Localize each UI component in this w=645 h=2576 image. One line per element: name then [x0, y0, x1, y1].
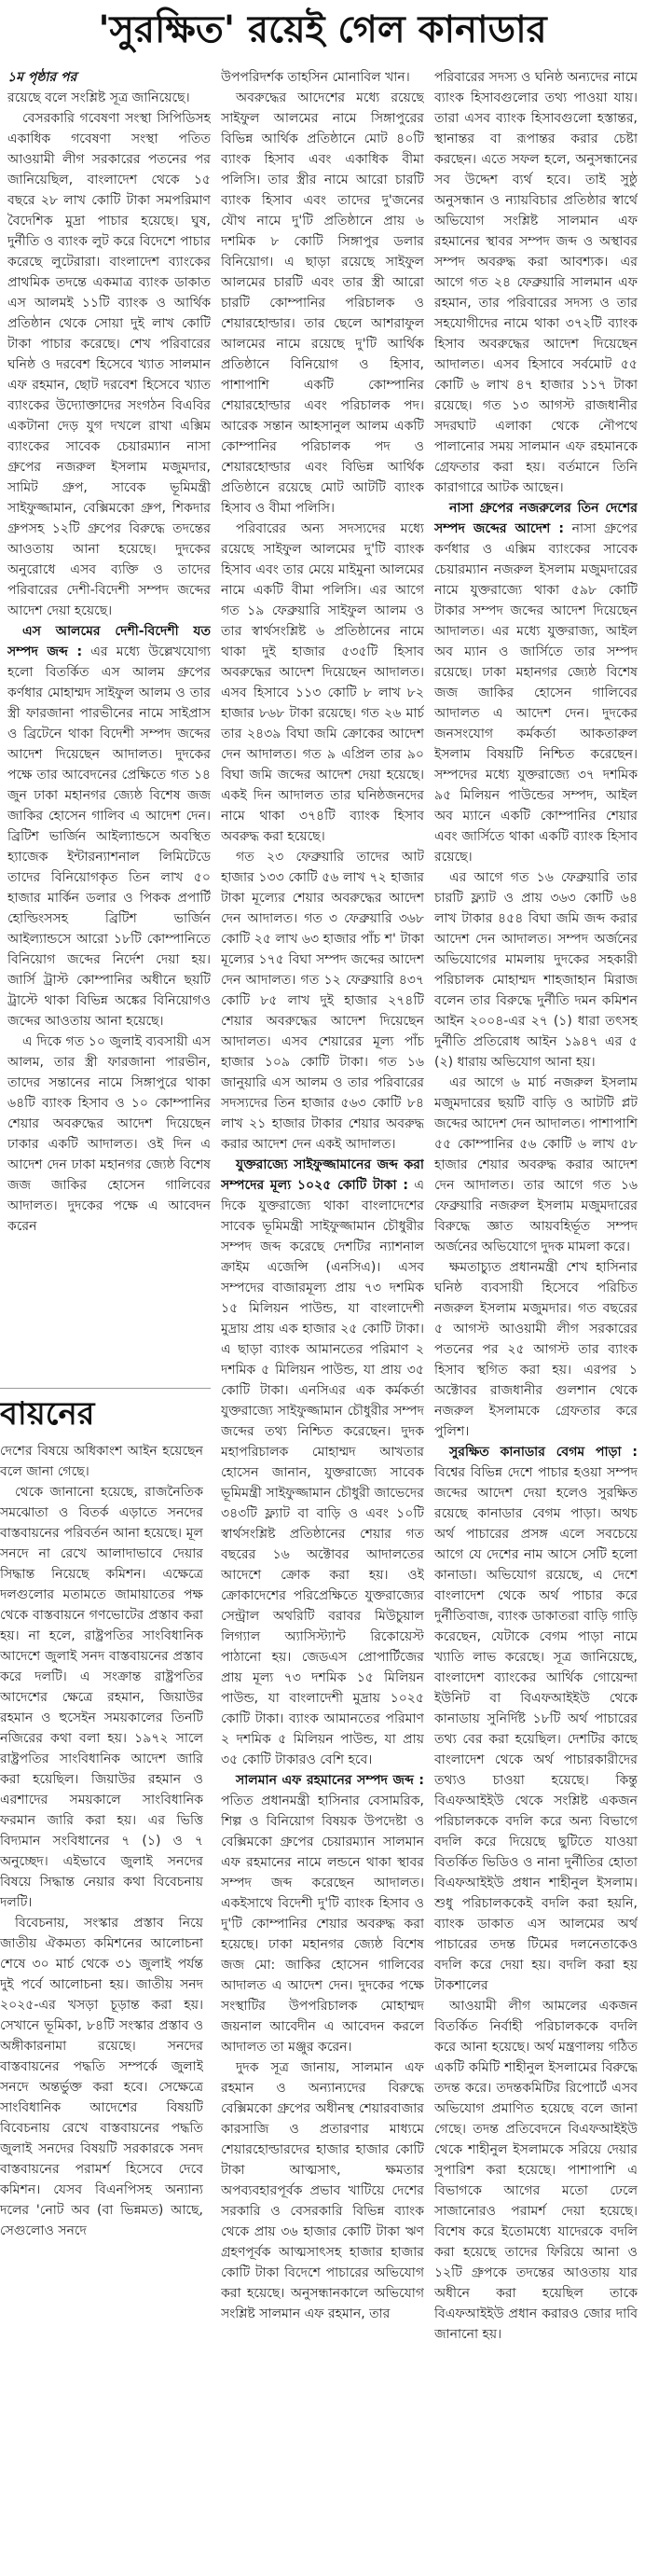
paragraph [434, 867, 638, 1073]
subheading: যুক্তরাজ্যে সাইফুজ্জামানের জব্দ করা সম্পদের মূল্য ১০২৫ কোটি টাকা : [221, 1157, 424, 1193]
paragraph-text: পরিবারের অন্য সদস্যদের মধ্যে রয়েছে সাইফুল আলমের দু'টি ব্যাংক হিসাব এবং তার মেয়ে মাইমুনা আলমের নামে একটি বীমা পলিসি। এর আগে গত ১৯ ফেব্রুয়ারি সাইফুল আলম ও তার স্বার্থসংশ্লিষ্ট ৬ প্রতিষ্ঠানের নামে থাকা দুই হাজার ৫৩৫টি হিসাব অবরুদ্ধের আদেশ দিয়েছেন আদালত। এসব হিসাবে ১১৩ কোটি ৮ লাখ ৮২ হাজার ৮৬৮ টাকা রয়েছে। গত ২৬ মার্চ তার ২৪৩৯ বিঘা জমি ক্রোকের আদেশ দেন আদালত। গত ৯ এপ্রিল তার ৯০ বিঘা জমি জব্দের আদেশ দেয়া হয়েছে। একই দিন আদালত তার ঘনিষ্ঠজনদের নামে থাকা ৩৭৪টি ব্যাংক হিসাব অবরুদ্ধ করা হয়েছে। [221, 521, 424, 844]
paragraph-text: রয়েছে বলে সংশ্লিষ্ট সূত্র জানিয়েছে। [7, 90, 190, 105]
paragraph [434, 1257, 638, 1442]
article-headline: 'সুরক্ষিত' রয়েই গেল কানাডার [98, 8, 547, 51]
column-3 [434, 67, 638, 2567]
paragraph-text: এ দিকে গত ১০ জুলাই ব্যবসায়ী এস আলম, তার স্ত্রী ফারজানা পারভীন, তাদের সন্তানের নামে সিঙ্গাপুরে থাকা ৬৪টি ব্যাংক হিসাব ও ১০ কোম্পানির শেয়ার অবরুদ্ধের আদেশ দিয়েছেন ঢাকার একটি আদালত। ওই দিন এ আদেশ দেন ঢাকা মহানগর জ্যেষ্ঠ বিশেষ জজ জাকির হোসেন গালিবের আদালত। দুদকের পক্ষে এ আবেদন করেন [7, 1034, 211, 1234]
paragraph: দেশের বিষয়ে অধিকাংশ আইন হয়েছেন বলে জানা গেছে। [0, 1444, 203, 1479]
section-divider [0, 1388, 211, 1389]
paragraph-text: বেসরকারি গবেষণা সংস্থা সিপিডিসহ একাধিক গবেষণা সংস্থা পতিত আওয়ামী লীগ সরকারের পতনের পর জানিয়েছিল, বাংলাদেশ থেকে ১৫ বছরে ২৮ লাখ কোটি টাকা সমপরিমাণ বৈদেশিক মুদ্রা পাচার হয়েছে। ঘুষ, দুর্নীতি ও ব্যাংক লুট করে বিদেশে পাচার করেছে লুটেরারা। বাংলাদেশ ব্যাংকের প্রাথমিক তদন্তে একমাত্র ব্যাংক ডাকাত এস আলমই ১১টি ব্যাংক ও আর্থিক প্রতিষ্ঠান থেকে সোয়া দুই লাখ কোটি টাকা পাচার করেছে। শেখ পরিবারের ঘনিষ্ঠ ও দরবেশ হিসেবে খ্যাত সালমান এফ রহমান, ছোট দরবেশ হিসেবে খ্যাত ব্যাংকের উদ্যোক্তাদের সংগঠন বিএবির একটানা দেড় যুগ দখলে রাখা এক্সিম ব্যাংকের সাবেক চেয়ারম্যান নাসা গ্রুপের নজরুল ইসলাম মজুমদার, সামিট গ্রুপ, সাবেক ভূমিমন্ত্রী সাইফুজ্জামান, বেক্সিমকো গ্রুপ, শিকদার গ্রুপসহ ১২টি গ্রুপের বিরুদ্ধে তদন্তের আওতায় আনা হয়েছে। দুদকের অনুরোধে এসব ব্যক্তি ও তাদের পরিবারের দেশী-বিদেশী সম্পদ জব্দের আদেশ দেয়া হয়েছে। [7, 111, 211, 618]
subheading-paragraph [221, 1155, 424, 1770]
paragraph [221, 2057, 424, 2324]
subheading-paragraph [221, 1770, 424, 2057]
paragraph [221, 847, 424, 1155]
column-2 [221, 67, 424, 2567]
paragraph: বিবেচনায়, সংস্কার প্রস্তাব নিয়ে জাতীয় ঐকমত্য কমিশনের আলোচনা শেষে ৩০ মার্চ থেকে ৩১ জুলাই পর্যন্ত দুই পর্বে আলোচনা হয়। জাতীয় সনদ ২০২৫-এর খসড়া চূড়ান্ত করা হয়। সেখানে ভূমিকা, ৮৪টি সংস্কার প্রস্তাব ও অঙ্গীকারনামা রয়েছে। সনদের বাস্তবায়নের পদ্ধতি সম্পর্কে জুলাই সনদে অন্তর্ভুক্ত করা হবে। সেক্ষেত্রে সাংবিধানিক আদেশের বিষয়টি বিবেচনায় রেখে বাস্তবায়নের পদ্ধতি জুলাই সনদের বিষয়টি সরকারকে সনদ বাস্তবায়নের পরামর্শ হিসেবে দেবে কমিশন। যেসব বিএনপিসহ অন্যান্য দলের 'নোট অব (বা ভিন্নমত) আছে, সেগুলোও সনদে [0, 1916, 203, 2238]
paragraph: থেকে জানানো হয়েছে, রাজনৈতিক সমঝোতা ও বিতর্ক এড়াতে সনদের বাস্তবায়নের পরিবর্তন আনা হয়েছে। মূল সনদে না রেখে আলাদাভাবে দেয়ার সিদ্ধান্ত নিয়েছে কমিশন। এক্ষেত্রে দলগুলোর মতামতে জামায়াতের পক্ষ থেকে বাস্তবায়নে গণভোটের প্রস্তাব করা হয়। না হলে, রাষ্ট্রপতির সাংবিধানিক আদেশে জুলাই সনদ বাস্তবায়নের প্রস্তাব করে দলটি। এ সংক্রান্ত রাষ্ট্রপতির আদেশের ক্ষেত্রে রহমান, জিয়াউর রহমান ও হুসেইন সময়কালের তিনটি নজিরের কথা বলা হয়। ১৯৭২ সালে রাষ্ট্রপতির সাংবিধানিক আদেশ জারি করা হয়েছিল। জিয়াউর রহমান ও এরশাদের সময়কালে সাংবিধানিক ফরমান জারি করা হয়। এর ভিত্তি বিদ্যমান সংবিধানের ৭ (১) ও ৭ অনুচ্ছেদ। এইভাবে জুলাই সনদের বিষয়ে সিদ্ধান্ত নেয়ার কথা বিবেচনায় দলটি। [0, 1485, 203, 1910]
subheading: এস আলমের দেশী-বিদেশী যত সম্পদ জব্দ : [7, 624, 211, 659]
subheading: সালমান এফ রহমানের সম্পদ জব্দ : [236, 1773, 424, 1788]
paragraph-text: এর মধ্যে উল্লেখযোগ্য হলো বিতর্কিত এস আলম গ্রুপের কর্ণধার মোহাম্মদ সাইফুল আলম ও তার স্ত্রী ফারজানা পারভীনের নামে সাইপ্রাস ও ব্রিটেনে থাকা বিদেশী সম্পদ জব্দের আদেশ দিয়েছেন আদালত। দুদকের পক্ষে তার আবেদনের প্রেক্ষিতে গত ১৪ জুন ঢাকা মহানগর জ্যেষ্ঠ বিশেষ জজ জাকির হোসেন গালিব এ আদেশ দেন। ব্রিটিশ ভার্জিন আইল্যান্ডসে অবস্থিত হ্যাজেক ইন্টারন্যাশনাল লিমিটেডে তাদের বিনিয়োগকৃত তিন লাখ ৫০ হাজার মার্কিন ডলার ও পিকক প্রপার্টি হোল্ডিংসসহ ব্রিটিশ ভার্জিন আইল্যান্ডসে আরো ১৮টি কোম্পানিতে বিনিয়োগ জব্দের নির্দেশ দেয়া হয়। জার্সি ট্রাস্ট কোম্পানির অধীনে ছয়টি ট্রাস্টে থাকা বিভিন্ন অঙ্কের বিনিয়োগও জব্দের আওতায় আনা হয়েছে। [7, 644, 211, 1029]
paragraph-text: গত ২৩ ফেব্রুয়ারি তাদের আট হাজার ১৩৩ কোটি ৫৬ লাখ ৭২ হাজার টাকা মূল্যের শেয়ার অবরুদ্ধের আদেশ দেন আদালত। গত ৩ ফেব্রুয়ারি ৩৬৮ কোটি ২৫ লাখ ৬৩ হাজার পাঁচ শ' টাকা মূল্যের ১৭৫ বিঘা সম্পদ জব্দের আদেশ দেন আদালত। গত ১২ ফেব্রুয়ারি ৪৩৭ কোটি ৮৫ লাখ দুই হাজার ২৭৪টি শেয়ার অবরুদ্ধের আদেশ দিয়েছেন আদালত। এসব শেয়ারের মূল্য পাঁচ হাজার ১০৯ কোটি টাকা। গত ১৬ জানুয়ারি এস আলম ও তার পরিবারের সদস্যদের তিন হাজার ৫৬৩ কোটি ৮৪ লাখ ২১ হাজার টাকার শেয়ার অবরুদ্ধ করার আদেশ দেন একই আদালত। [221, 850, 424, 1152]
paragraph-text: এ দিকে যুক্তরাজ্যে থাকা বাংলাদেশের সাবেক ভূমিমন্ত্রী সাইফুজ্জামান চৌধুরীর সম্পদ জব্দ করেছে দেশটির ন্যাশনাল ক্রাইম এজেন্সি (এনসিএ)। এসব সম্পদের বাজারমূল্য প্রায় ৭৩ দশমিক ১৫ মিলিয়ন পাউন্ড, যা বাংলাদেশী মুদ্রায় প্রায় এক হাজার ২৫ কোটি টাকা। এ ছাড়া ব্যাংক আমানতের পরিমাণ ২ দশমিক ৫ মিলিয়ন পাউন্ড, যা প্রায় ৩৫ কোটি টাকা। এনসিএর এক কর্মকর্তা যুক্তরাজ্যে সাইফুজ্জামান চৌধুরীর সম্পদ জব্দের তথ্য নিশ্চিত করেছেন। দুদক মহাপরিচালক মোহাম্মদ আখতার হোসেন জানান, যুক্তরাজ্যে সাবেক ভূমিমন্ত্রী সাইফুজ্জামান চৌধুরী জাভেদের ৩৪৩টি ফ্ল্যাট বা বাড়ি ও এবং ১০টি স্বার্থসংশ্লিষ্ট প্রতিষ্ঠানের শেয়ার গত বছরের ১৬ অক্টোবর আদালতের আদেশে ক্রোক করা হয়। ওই ক্রোকাদেশের পরিপ্রেক্ষিতে যুক্তরাজ্যের সেন্ট্রাল অথরিটি বরাবর মিউচুয়াল লিগ্যাল অ্যাসিস্ট্যান্ট রিকোয়েস্ট পাঠানো হয়। জেডএস প্রোপার্টিজের প্রায় মূল্য ৭৩ দশমিক ১৫ মিলিয়ন পাউন্ড, যা বাংলাদেশী মুদ্রায় ১০২৫ কোটি টাকা। ব্যাংক আমানতের পরিমাণ ২ দশমিক ৫ মিলিয়ন পাউন্ড, যা প্রায় ৩৫ কোটি টাকারও বেশি হবে। [221, 1178, 424, 1767]
paragraph [221, 67, 424, 88]
column-1 [7, 67, 211, 1373]
paragraph-text: বিশ্বের বিভিন্ন দেশে পাচার হওয়া সম্পদ জব্দের আদেশ দেয়া হলেও সুরক্ষিত রয়েছে কানাডার বেগম পাড়া। অথচ অর্থ পাচারের প্রসঙ্গ এলে সবচেয়ে আগে যে দেশের নাম আসে সেটি হলো কানাডা। অভিযোগ রয়েছে, এ দেশে বাংলাদেশ থেকে অর্থ পাচার করে দুর্নীতিবাজ, ব্যাংক ডাকাতরা বাড়ি গাড়ি করেছেন, যেটাকে বেগম পাড়া নামে খ্যাতি লাভ করেছে। সূত্র জানিয়েছে, বাংলাদেশ ব্যাংকের আর্থিক গোয়েন্দা ইউনিট বা বিএফআইইউ থেকে কানাডায় সুনির্দিষ্ট ১৮টি অর্থ পাচারের তথ্য বের করা হয়েছিল। দেশটির কাছে বাংলাদেশ থেকে অর্থ পাচারকারীদের তথ্যও চাওয়া হয়েছে। কিন্তু বিএফআইইউ থেকে সংশ্লিষ্ট একজন পরিচালককে বদলি করে অন্য বিভাগে বদলি করে দিয়েছে ছুটিতে যাওয়া বিতর্কিত ভিডিও ও নানা দুর্নীতির হোতা বিএফআইইউ প্রধান শাহীনুল ইসলাম। শুধু পরিচালককেই বদলি করা হয়নি, ব্যাংক ডাকাত এস আলমের অর্থ পাচারের তদন্ত টিমের দলনেতাকেও বদলি করে দেয়া হয়। বদলি করা হয় টাকশালের [434, 1465, 638, 1993]
paragraph-text: এর আগে ৬ মার্চ নজরুল ইসলাম মজুমদারের ছয়টি বাড়ি ও আটটি প্লট জব্দের আদেশ দেন আদালত। পাশাপাশি ৫৫ কোম্পানির ৫৬ কোটি ৬ লাখ ৫৮ হাজার শেয়ার অবরুদ্ধ করার আদেশ দেন আদালত। তার আগে গত ১৬ ফেব্রুয়ারি নজরুল ইসলাম মজুমদারের বিরুদ্ধে জ্ঞাত আয়বহির্ভূত সম্পদ অর্জনের অভিযোগে দুদক মামলা করে। [434, 1075, 638, 1254]
paragraph [221, 88, 424, 519]
subheading-paragraph [7, 621, 211, 1032]
paragraph-text: পরিবারের সদস্য ও ঘনিষ্ঠ অন্যদের নামে ব্যাংক হিসাবগুলোর তথ্য পাওয়া যায়। তারা এসব ব্যাংক হিসাবগুলো হস্তান্তর, স্থানান্তর বা রূপান্তর করার চেষ্টা করছেন। এতে সফল হলে, অনুসন্ধানের সব উদ্দেশ ব্যর্থ হবে। তাই সুষ্ঠু অনুসন্ধান ও ন্যায়বিচার প্রতিষ্ঠার স্বার্থে অভিযোগ সংশ্লিষ্ট সালমান এফ রহমানের স্থাবর সম্পদ জব্দ ও অস্থাবর সম্পদ অবরুদ্ধ করা আবশ্যক। এর আগে গত ২৪ ফেব্রুয়ারি সালমান এফ রহমান, তার পরিবারের সদস্য ও তার সহযোগীদের নামে থাকা ৩৭২টি ব্যাংক হিসাব অবরুদ্ধের আদেশ দিয়েছেন আদালত। এসব হিসাবে সর্বমোট ৫৫ কোটি ৬ লাখ ৪৭ হাজার ১১৭ টাকা রয়েছে। গত ১৩ আগস্ট রাজধানীর সদরঘাট এলাকা থেকে নৌপথে পালানোর সময় সালমান এফ রহমানকে গ্রেফতার করা হয়। বর্তমানে তিনি কারাগারে আটক আছেন। [434, 70, 638, 495]
paragraph [434, 1073, 638, 1257]
continued-from-label: ১ম পৃষ্ঠার পর [7, 70, 77, 85]
column-3-body [434, 67, 638, 2345]
paragraph-text: নাসা গ্রুপের কর্ণধার ও এক্সিম ব্যাংকের সাবেক চেয়ারম্যান নজরুল ইসলাম মজুমদারের নামে যুক্তরাজ্যে থাকা ৫৯৮ কোটি টাকার সম্পদ জব্দের আদেশ দিয়েছেন আদালত। এর মধ্যে যুক্তরাজ্য, আইল অব ম্যান ও জার্সিতে তার সম্পদ রয়েছে। ঢাকা মহানগর জ্যেষ্ঠ বিশেষ জজ জাকির হোসেন গালিবের আদালত এ আদেশ দেন। দুদকের জনসংযোগ কর্মকর্তা আকতারুল ইসলাম বিষয়টি নিশ্চিত করেছেন। সম্পদের মধ্যে যুক্তরাজ্যে ৩৭ দশমিক ৯৫ মিলিয়ন পাউন্ডের সম্পদ, আইল অব ম্যানে একটি কোম্পানির শেয়ার এবং জার্সিতে থাকা একটি ব্যাংক হিসাব রয়েছে। [434, 521, 638, 865]
paragraph-text: আওয়ামী লীগ আমলের একজন বিতর্কিত নির্বাহী পরিচালককে বদলি করে আনা হয়েছে। অর্থ মন্ত্রণালয় গঠিত একটি কমিটি শাহীনুল ইসলামের বিরুদ্ধে তদন্ত করে। তদন্তকমিটির রিপোর্টে এসব অভিযোগ প্রমাণিত হয়েছে বলে জানা গেছে। তদন্ত প্রতিবেদনে বিএফআইইউ থেকে শাহীনুল ইসলামকে সরিয়ে দেয়ার সুপারিশ করা হয়েছে। পাশাপাশি এ বিভাগকে আগের মতো ঢেলে সাজানোরও পরামর্শ দেয়া হয়েছে। বিশেষ করে ইতোমধ্যে যাদেরকে বদলি করা হয়েছে তাদের ফিরিয়ে আনা ও ১২টি গ্রুপকে তদন্তের আওতায় যার অধীনে করা হয়েছিল তাকে বিএফআইইউ প্রধান করারও জোর দাবি জানানো হয়। [434, 1999, 638, 2342]
subheading-paragraph [434, 498, 638, 867]
paragraph-text: উপপরিদর্শক তাহসিন মোনাবিল খান। [221, 70, 410, 85]
paragraph-text: এর আগে গত ১৬ ফেব্রুয়ারি তার চারটি ফ্ল্যাট ও প্রায় ৩৬৩ কোটি ৬৪ লাখ টাকার ৪৫৪ বিঘা জমি জব্দ করার আদেশ দেন আদালত। সম্পদ অর্জনের অভিযোগের মামলায় দুদকের সহকারী পরিচালক মোহাম্মদ শাহজাহান মিরাজ বলেন তার বিরুদ্ধে দুর্নীতি দমন কমিশন আইন ২০০৪-এর ২৭ (১) ধারা তৎসহ দুর্নীতি প্রতিরোধ আইন ১৯৪৭ এর ৫ (২) ধারায় অভিযোগ আনা হয়। [434, 870, 638, 1070]
subheading: নাসা গ্রুপের নজরুলের তিন দেশের সম্পদ জব্দের আদেশ : [434, 501, 638, 536]
subheading-paragraph [434, 1442, 638, 1996]
paragraph [434, 1996, 638, 2345]
paragraph [434, 67, 638, 498]
paragraph [7, 108, 211, 621]
paragraph [7, 1032, 211, 1237]
subheading: সুরক্ষিত কানাডার বেগম পাড়া : [449, 1445, 638, 1460]
second-article-body [0, 1441, 203, 2504]
column-2-body [221, 67, 424, 2324]
paragraph [221, 519, 424, 847]
paragraph-text: দুদক সূত্র জানায়, সালমান এফ রহমান ও অন্যান্যদের বিরুদ্ধে বেক্সিমকো গ্রুপের অধীনস্থ শেয়ারবাজার কারসাজি ও প্রতারণার মাধ্যমে শেয়ারহোল্ডারদের হাজার হাজার কোটি টাকা আত্মসাৎ, ক্ষমতার অপব্যবহারপূর্বক প্রভাব খাটিয়ে দেশের সরকারি ও বেসরকারি বিভিন্ন ব্যাংক থেকে প্রায় ৩৬ হাজার কোটি টাকা ঋণ গ্রহণপূর্বক আত্মসাৎসহ হাজার হাজার কোটি টাকা বিদেশে পাচারের অভিযোগ করা হয়েছে। অনুসন্ধানকালে অভিযোগ সংশ্লিষ্ট সালমান এফ রহমান, তার [221, 2060, 424, 2321]
paragraph-text: অবরুদ্ধের আদেশের মধ্যে রয়েছে সাইফুল আলমের নামে সিঙ্গাপুরের বিভিন্ন আর্থিক প্রতিষ্ঠানে মোট ৪০টি ব্যাংক হিসাব এবং একাধিক বীমা পলিসি। তার স্ত্রীর নামে আরো চারটি ব্যাংক হিসাব এবং তাদের দু'জনের যৌথ নামে দু'টি প্রতিষ্ঠানে প্রায় ৬ দশমিক ৮ কোটি সিঙ্গাপুর ডলার বিনিয়োগ। এ ছাড়া রয়েছে সাইফুল আলমের চারটি এবং তার স্ত্রী আরো চারটি কোম্পানির পরিচালক ও শেয়ারহোল্ডার। তার ছেলে আশরাফুল আলমের নামে রয়েছে দু'টি আর্থিক প্রতিষ্ঠানে বিনিয়োগ ও হিসাব, পাশাপাশি একটি কোম্পানির শেয়ারহোল্ডার এবং পরিচালক পদ। আরেক সন্তান আহসানুল আলম একটি কোম্পানির পরিচালক পদ ও শেয়ারহোল্ডার এবং বিভিন্ন আর্থিক প্রতিষ্ঠানে রয়েছে মোট আটটি ব্যাংক হিসাব ও বীমা পলিসি। [221, 90, 424, 516]
paragraph [7, 88, 211, 108]
second-article-heading: বায়নের [0, 1395, 95, 1433]
column-1-body [7, 88, 211, 1237]
paragraph-text: ক্ষমতাচ্যুত প্রধানমন্ত্রী শেখ হাসিনার ঘনিষ্ঠ ব্যবসায়ী হিসেবে পরিচিত নজরুল ইসলাম মজুমদার। গত বছরের ৫ আগস্ট আওয়ামী লীগ সরকারের পতনের পর ২৫ আগস্ট তার ব্যাংক হিসাব স্থগিত করা হয়। এরপর ১ অক্টোবর রাজধানীর গুলশান থেকে নজরুল ইসলামকে গ্রেফতার করে পুলিশ। [434, 1260, 638, 1439]
paragraph-text: পতিত প্রধানমন্ত্রী হাসিনার বেসামরিক, শিল্প ও বিনিয়োগ বিষয়ক উপদেষ্টা ও বেক্সিমকো গ্রুপের চেয়ারম্যান সালমান এফ রহমানের নামে লন্ডনে থাকা স্থাবর সম্পদ জব্দ করেছেন আদালত। একইসাথে বিদেশী দু'টি ব্যাংক হিসাব ও দু'টি কোম্পানির শেয়ার অবরুদ্ধ করা হয়েছে। ঢাকা মহানগর জ্যেষ্ঠ বিশেষ জজ মো: জাকির হোসেন গালিবের আদালত এ আদেশ দেন। দুদকের পক্ষে সংস্থাটির উপপরিচালক মোহাম্মদ জয়নাল আবেদীন এ আবেদন করলে আদালত তা মঞ্জুর করেন। [221, 1794, 424, 2055]
